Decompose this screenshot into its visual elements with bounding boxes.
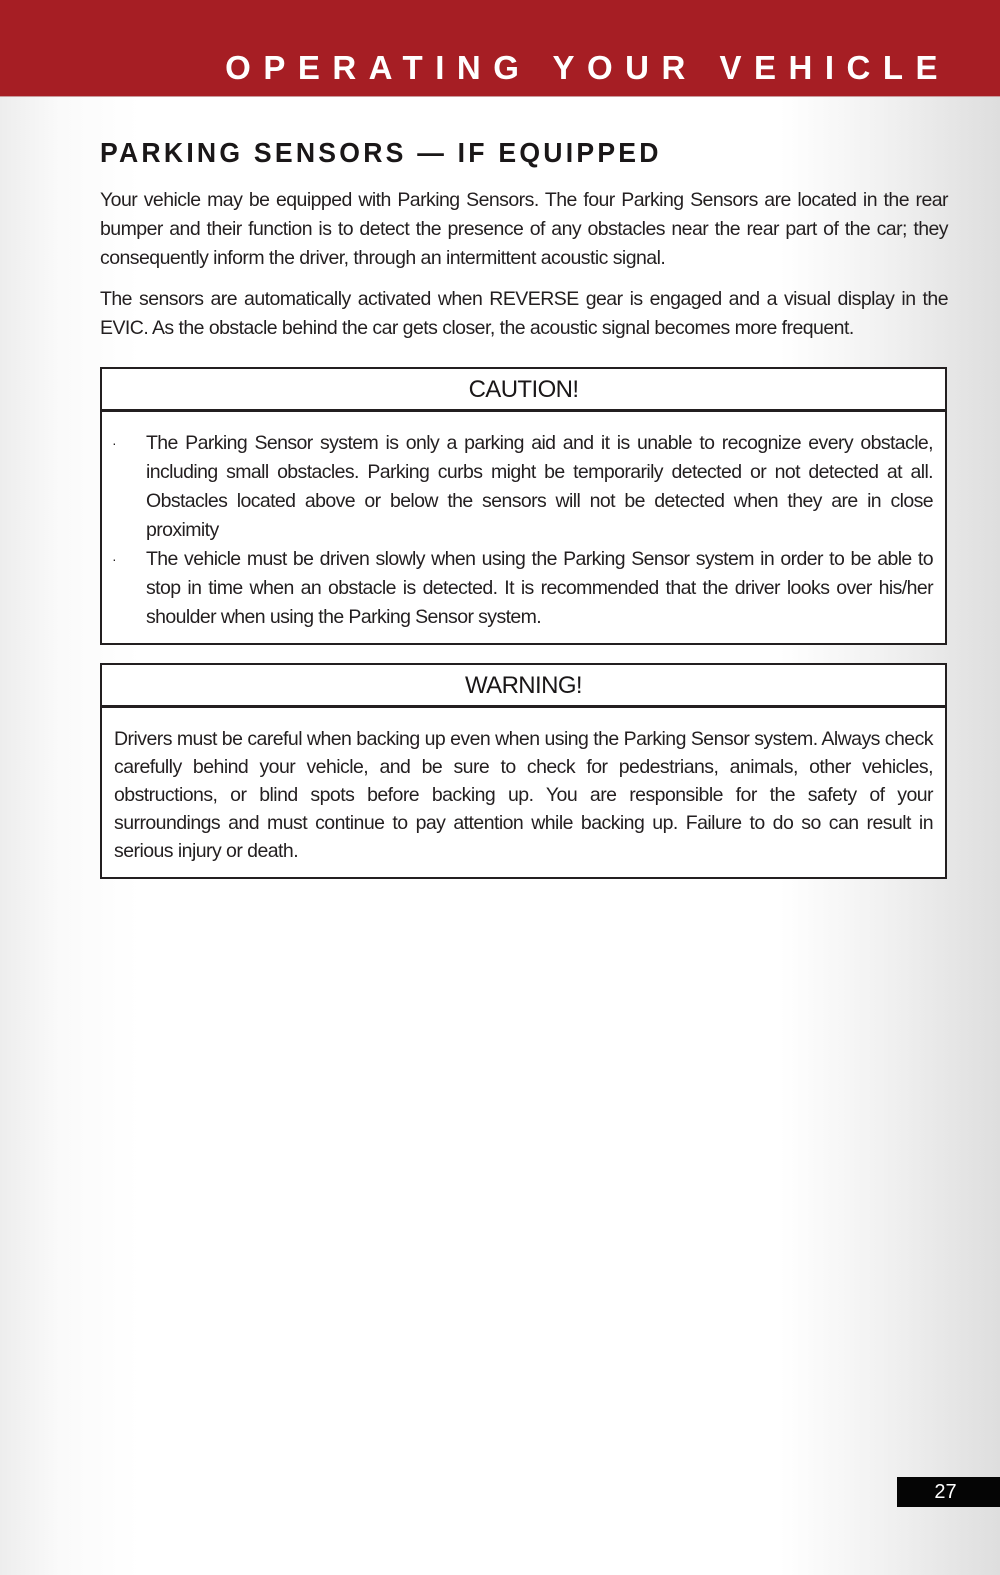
page-content [100,133,948,879]
bullet-icon: · [112,551,117,567]
caution-item-text: The vehicle must be driven slowly when using the Parking Sensor system in order to be able to stop in time when an obstacle is detected. It is recommended that the driver looks over his/her shoulder when using the Parking Sensor system. [146,548,933,628]
chapter-title: OPERATING YOUR VEHICLE [225,49,950,86]
warning-text: Drivers must be careful when backing up even when using the Parking Sensor system. Always check carefully behind your vehicle, and be sure to check for pedestrians, animals, other vehicles, obstructions, or blind spots before backing up. You are responsible for the safety of your surroundings and must continue to pay attention while backing up. Failure to do so can result in serious injury or death. [114,728,933,862]
caution-box [100,367,947,645]
caution-list [102,412,945,632]
page-number: 27 [934,1481,957,1503]
intro-paragraph: Your vehicle may be equipped with Parking Sensors. The four Parking Sensors are located in the rear bumper and their function is to detect the presence of any obstacles near the rear part of the car; they consequently inform the driver, through an intermittent acoustic signal. [100,189,948,269]
chapter-header-band [0,0,1000,97]
caution-item [102,429,933,545]
warning-box [100,663,947,879]
bullet-icon: · [112,435,117,451]
page-number-badge [897,1477,1000,1507]
caution-title: CAUTION! [102,369,945,412]
section-title: PARKING SENSORS — IF EQUIPPED [100,137,662,168]
activation-paragraph: The sensors are automatically activated when REVERSE gear is engaged and a visual display in the EVIC. As the obstacle behind the car gets closer, the acoustic signal becomes more frequent. [100,288,948,339]
warning-title: WARNING! [102,665,945,708]
caution-item [102,545,933,632]
caution-item-text: The Parking Sensor system is only a parking aid and it is unable to recognize every obstacle, including small obstacles. Parking curbs might be temporarily detected or not detected at all. Obstacles located above or below the sensors will not be detected when they are in close proximity [146,432,933,541]
